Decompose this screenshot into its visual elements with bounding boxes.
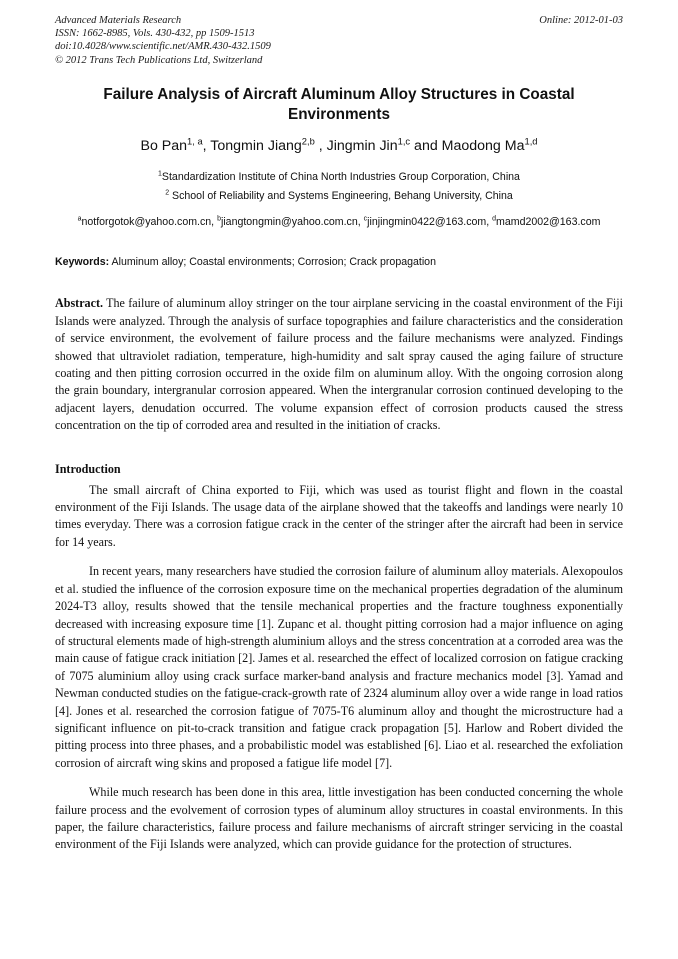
introduction-body bbox=[55, 482, 623, 854]
doi-line: doi:10.4028/www.scientific.net/AMR.430-432.1509 bbox=[55, 41, 271, 53]
journal-info bbox=[55, 14, 475, 67]
affiliation-1: $^1$Standardization Institute of China North Industries Group Corporation, China bbox=[158, 170, 520, 183]
online-date: Online: 2012-01-03 bbox=[539, 15, 623, 26]
keywords-line bbox=[55, 255, 623, 270]
intro-paragraph: The small aircraft of China exported to Fiji, which was used as tourist flight and flown in the coastal environment of the Fiji Islands. The usage data of the airplane showed that the takeoffs and landings were nearly 10 times everyday. There was a corrosion fatigue crack in the center of the stringer after the aircraft had been in service for 14 years. bbox=[55, 482, 623, 549]
intro-paragraph: While much research has been done in this area, little investigation has been conducted concerning the whole failure process and the evolvement of corrosion types of aluminum alloy structures in coastal environments. In this paper, the failure characteristics, failure process and failure mechanisms of aircraft stringer servicing in the coastal environment of the Fiji Islands were analyzed, which can provide guidance for the protection of structures. bbox=[55, 785, 623, 852]
affiliation-2: $^2$ School of Reliability and Systems Engineering, Behang University, China bbox=[165, 189, 513, 203]
abstract-text: The failure of aluminum alloy stringer on the tour airplane servicing in the coastal environment of the Fiji Islands were analyzed. Through the analysis of surface topographies and failure characteristics and the consideration of service environment, the evolvement of failure process and the failure mechanisms were analyzed. Findings showed that ultraviolet radiation, temperature, high-humidity and salt spray caused the aging failure of structure coating and then pitting corrosion occurred in the oxide film on aluminum alloy. With the ongoing corrosion along the grain boundary, intergranular corrosion appeared. When the intergranular corrosion continued developing to the adjacent layers, denudation occurred. The volume expansion effect of corrosion products caused the stress concentration on the tip of corroded area and resulted in the initiation of cracks. bbox=[55, 296, 623, 433]
masthead bbox=[55, 14, 623, 67]
author-emails: $^a$notforgotok@yahoo.com.cn, $^b$jiangtongmin@yahoo.com.cn, $^c$jinjingmin0422@163.com, $^d$mamd2002@163.com bbox=[77, 215, 601, 228]
abstract-block bbox=[55, 295, 623, 434]
keywords-label: Keywords: bbox=[55, 256, 110, 269]
copyright-line: © 2012 Trans Tech Publications Ltd, Switzerland bbox=[55, 54, 263, 66]
keywords-value: Aluminum alloy; Coastal environments; Corrosion; Crack propagation bbox=[111, 256, 436, 269]
affiliations bbox=[55, 168, 623, 207]
abstract-label: Abstract. bbox=[55, 296, 104, 311]
intro-paragraph: In recent years, many researchers have studied the corrosion failure of aluminum alloy materials. Alexopoulos et al. studied the influence of the corrosion exposure time on the mechanical properties degradation of the aluminum 2024-T3 alloy, results showed that the tensile mechanical properties and the fracture toughness exponentially decreased with increasing exposure time [1]. Zupanc et al. thought pitting corrosion had a major influence on aging of structural elements made of high-strength aluminium alloys and the stress concentration at a corroded area was the main cause of fatigue crack initiation [2]. James et al. researched the effect of localized corrosion on fatigue cracking of 7075 aluminium alloy using crack surface marker-band analysis and fracture mechanics model [3]. Yamad and Newman conducted studies on the fatigue-crack-growth rate of 2324 aluminum alloy over a wide range in load ratios [4]. Jones et al. researched the corrosion fatigue of 7075-T6 aluminum alloy and thought the microstructure had a significant influence on pit-to-crack transition and fatigue crack propagation [5]. Harlow and Robert divided the pitting process into three phases, and a probabilistic model was established [6]. Liao et al. researched the exfoliation corrosion of aircraft wing skins and proposed a fatigue life model [7]. bbox=[55, 564, 623, 770]
author-list: Bo Pan$^{1, a}$, Tongmin Jiang$^{2,b}$ , Jingmin Jin$^{1,c}$ and Maodong Ma$^{1,d}$ bbox=[140, 136, 538, 154]
issn-line: ISSN: 1662-8985, Vols. 430-432, pp 1509-1513 bbox=[55, 28, 255, 40]
section-heading-introduction: Introduction bbox=[55, 461, 121, 476]
page-title: Failure Analysis of Aircraft Aluminum Alloy Structures in Coastal Environments bbox=[103, 85, 575, 123]
journal-name: Advanced Materials Research bbox=[55, 15, 182, 26]
